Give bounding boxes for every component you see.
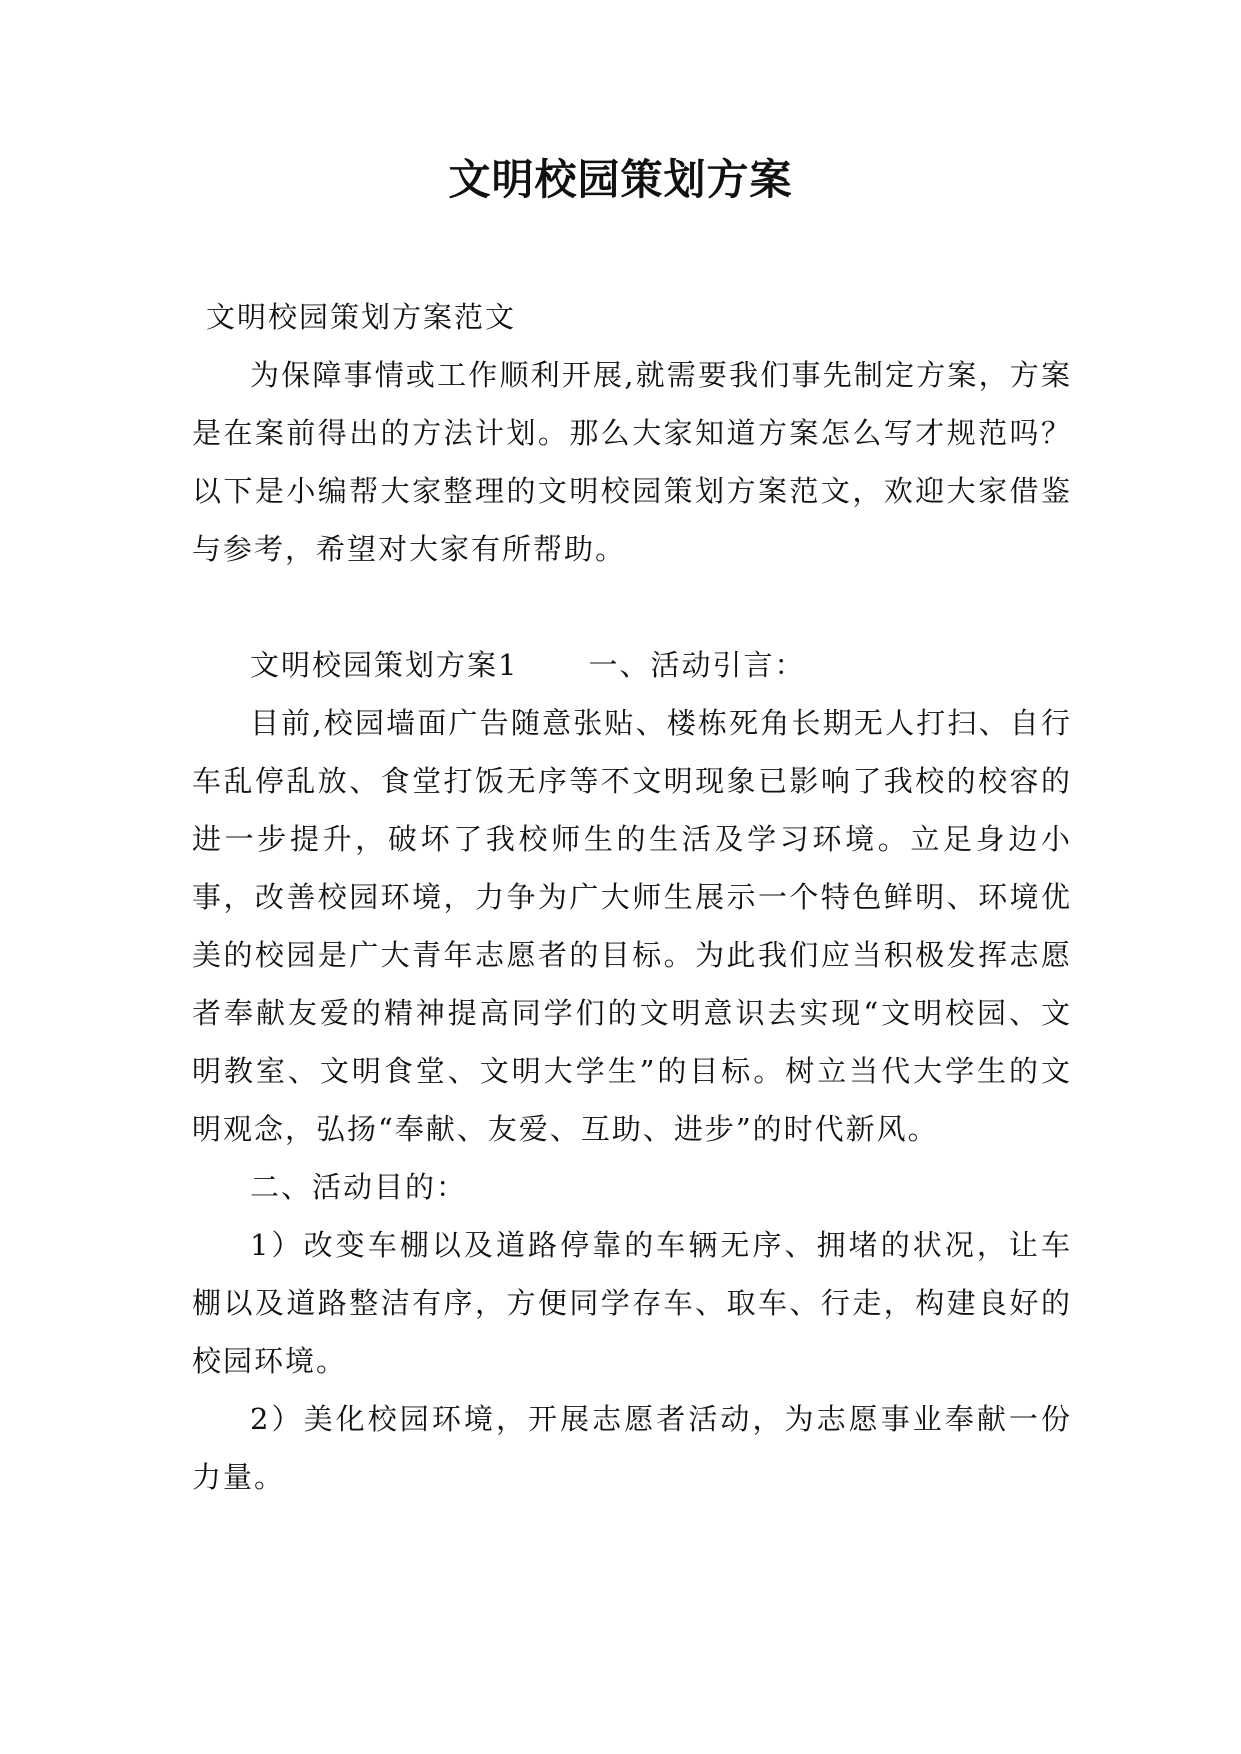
section1-heading: 一、活动引言： [588, 648, 806, 682]
purpose-item-1: 1）改变车棚以及道路停靠的车辆无序、拥堵的状况，让车棚以及道路整洁有序，方便同学存车、取车、行走，构建良好的校园环境。 [192, 1228, 1072, 1378]
purpose-item-2: 2）美化校园环境，开展志愿者活动，为志愿事业奉献一份力量。 [192, 1402, 1072, 1494]
heading-purpose: 二、活动目的： [250, 1170, 468, 1204]
document-title: 文明校园策划方案 [448, 155, 793, 204]
paragraph-introduction: 目前,校园墙面广告随意张贴、楼栋死角长期无人打扫、自行车乱停乱放、食堂打饭无序等不文明现象已影响了我校的校容的进一步提升，破坏了我校师生的生活及学习环境。立足身边小事，改善校园环境，力争为广大师生展示一个特色鲜明、环境优美的校园是广大青年志愿者的目标。为此我们应当积极发挥志愿者奉献友爱的精神提高同学们的文明意识去实现“文明校园、文明教室、文明食堂、文明大学生”的目标。树立当代大学生的文明观念，弘扬“奉献、友爱、互助、进步”的时代新风。 [192, 706, 1072, 1146]
section-heading-line [192, 636, 1072, 694]
intro-paragraph: 为保障事情或工作顺利开展,就需要我们事先制定方案，方案是在案前得出的方法计划。那么大家知道方案怎么写才规范吗？以下是小编帮大家整理的文明校园策划方案范文，欢迎大家借鉴与参考，希望对大家有所帮助。 [192, 358, 1072, 566]
paragraph-gap [192, 578, 1072, 636]
document-body [192, 288, 1072, 1506]
section1-title: 文明校园策划方案1 [250, 648, 519, 682]
document-subtitle: 文明校园策划方案范文 [206, 300, 517, 334]
